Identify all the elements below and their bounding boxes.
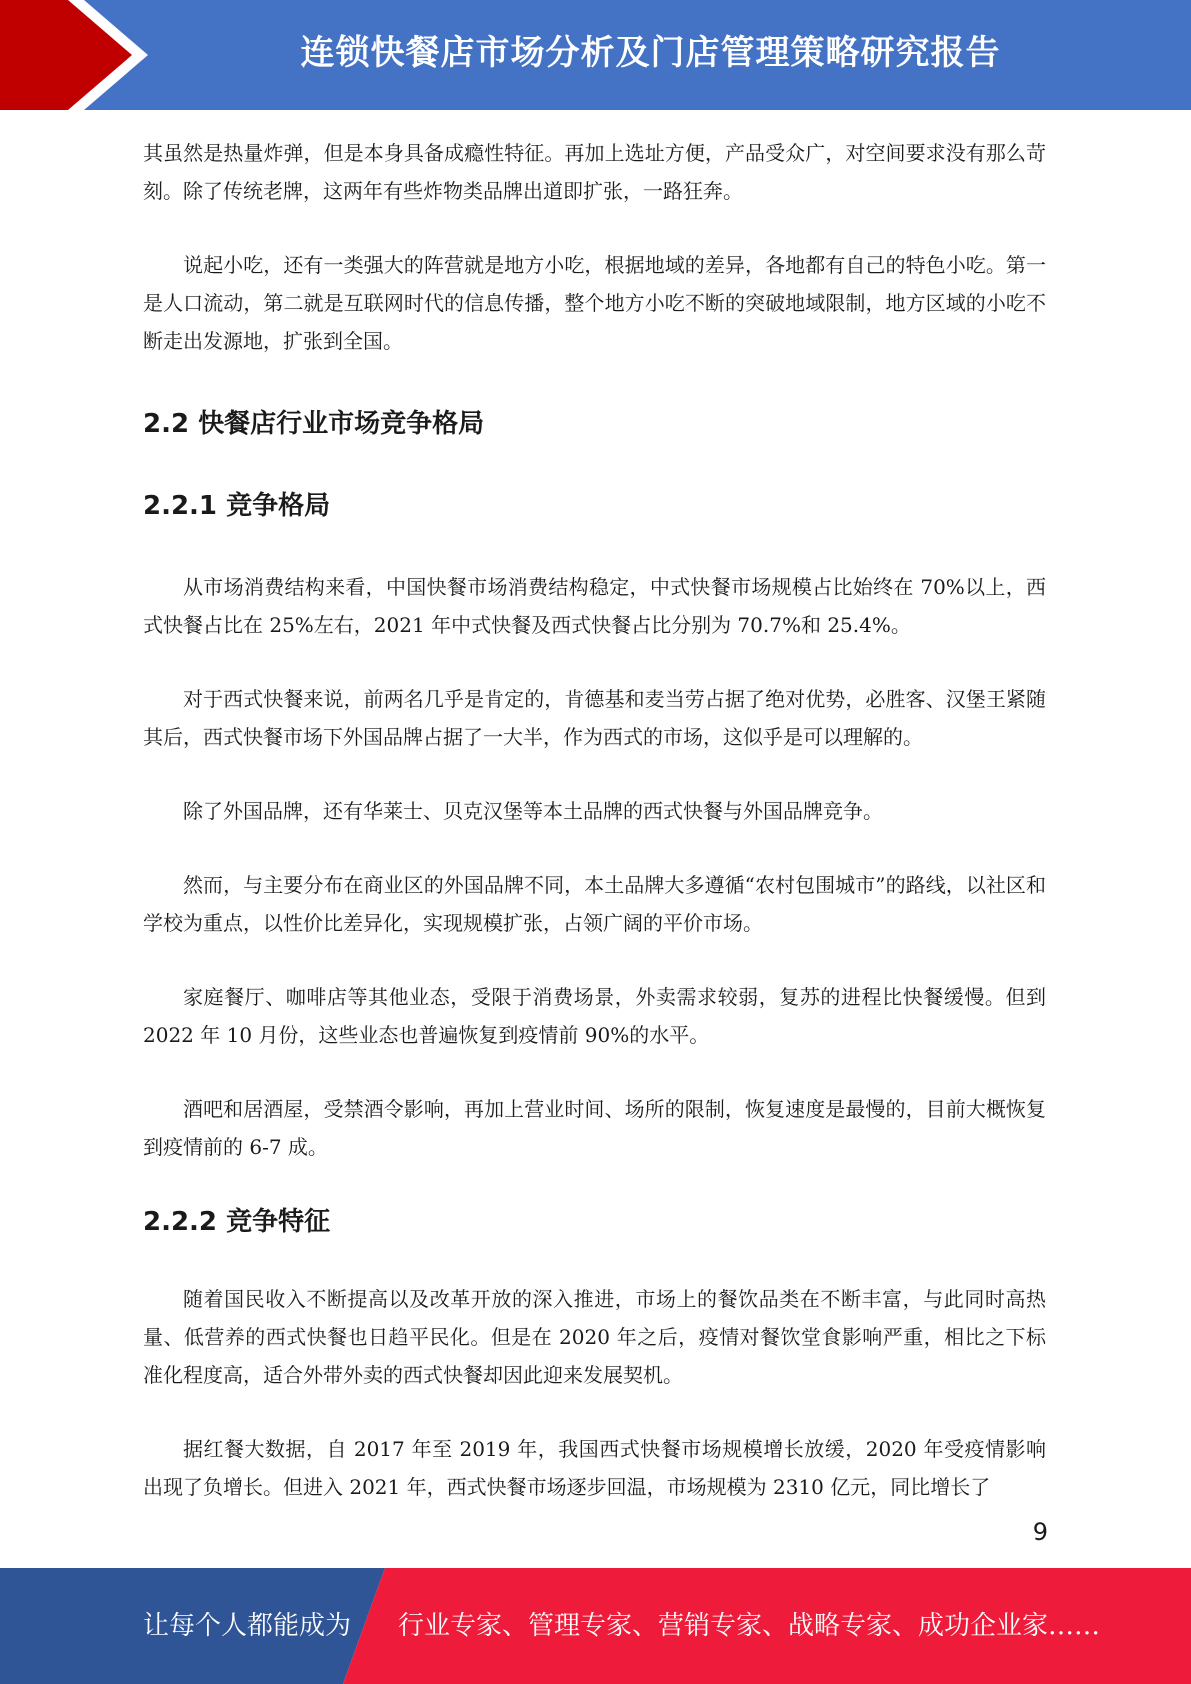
section-heading-2-2: 2.2 快餐店行业市场竞争格局 bbox=[143, 409, 485, 439]
page-footer bbox=[0, 1568, 1191, 1684]
report-title: 连锁快餐店市场分析及门店管理策略研究报告 bbox=[300, 33, 1001, 73]
paragraph: 酒吧和居酒屋，受禁酒令影响，再加上营业时间、场所的限制，恢复速度是最慢的，目前大概恢复到疫情前的 6-7 成。 bbox=[143, 1097, 1046, 1159]
paragraph: 对于西式快餐来说，前两名几乎是肯定的，肯德基和麦当劳占据了绝对优势，必胜客、汉堡王紧随其后，西式快餐市场下外国品牌占据了一大半，作为西式的市场，这似乎是可以理解的。 bbox=[143, 687, 1046, 749]
paragraph: 其虽然是热量炸弹，但是本身具备成瘾性特征。再加上选址方便，产品受众广，对空间要求没有那么苛刻。除了传统老牌，这两年有些炸物类品牌出道即扩张，一路狂奔。 bbox=[143, 141, 1046, 203]
page-content bbox=[143, 126, 1046, 1506]
footer-slogan-left: 让每个人都能成为 bbox=[143, 1611, 352, 1641]
paragraph: 家庭餐厅、咖啡店等其他业态，受限于消费场景，外卖需求较弱，复苏的进程比快餐缓慢。但到 2022 年 10 月份，这些业态也普遍恢复到疫情前 90%的水平。 bbox=[143, 985, 1046, 1047]
page-header bbox=[0, 0, 1191, 110]
paragraph: 说起小吃，还有一类强大的阵营就是地方小吃，根据地域的差异，各地都有自己的特色小吃。第一是人口流动，第二就是互联网时代的信息传播，整个地方小吃不断的突破地域限制，地方区域的小吃不断走出发源地，扩张到全国。 bbox=[143, 253, 1046, 353]
paragraph: 从市场消费结构来看，中国快餐市场消费结构稳定，中式快餐市场规模占比始终在 70%以上，西式快餐占比在 25%左右，2021 年中式快餐及西式快餐占比分别为 70.7%和 25.4%。 bbox=[143, 575, 1046, 637]
section-heading-2-2-1: 2.2.1 竞争格局 bbox=[143, 491, 331, 521]
page-number: 9 bbox=[1032, 1518, 1048, 1546]
paragraph: 随着国民收入不断提高以及改革开放的深入推进，市场上的餐饮品类在不断丰富，与此同时高热量、低营养的西式快餐也日趋平民化。但是在 2020 年之后，疫情对餐饮堂食影响严重，相比之下标准化程度高，适合外带外卖的西式快餐却因此迎来发展契机。 bbox=[143, 1287, 1046, 1387]
footer-slogan-right: 行业专家、管理专家、营销专家、战略专家、成功企业家…… bbox=[398, 1611, 1101, 1641]
section-heading-2-2-2: 2.2.2 竞争特征 bbox=[143, 1207, 331, 1237]
paragraph: 据红餐大数据，自 2017 年至 2019 年，我国西式快餐市场规模增长放缓，2020 年受疫情影响出现了负增长。但进入 2021 年，西式快餐市场逐步回温，市场规模为 2310 亿元，同比增长了 bbox=[143, 1437, 1046, 1499]
paragraph: 除了外国品牌，还有华莱士、贝克汉堡等本土品牌的西式快餐与外国品牌竞争。 bbox=[183, 799, 883, 823]
paragraph: 然而，与主要分布在商业区的外国品牌不同，本土品牌大多遵循“农村包围城市”的路线，以社区和学校为重点，以性价比差异化，实现规模扩张，占领广阔的平价市场。 bbox=[143, 873, 1046, 935]
